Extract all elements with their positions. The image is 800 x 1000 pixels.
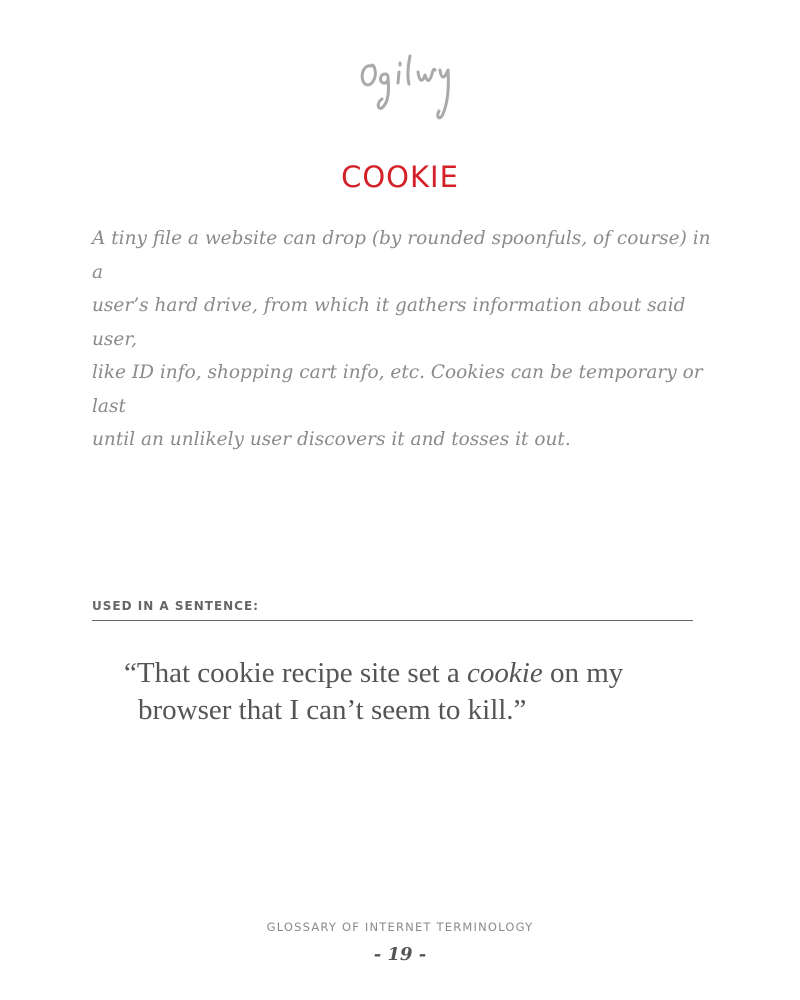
- page-number: - 19 -: [373, 944, 427, 965]
- section-label: USED IN A SENTENCE:: [92, 599, 259, 613]
- ogilvy-logo: [355, 48, 459, 126]
- term-title: COOKIE: [341, 160, 459, 194]
- quote-text: “That cookie recipe site set a: [124, 657, 468, 689]
- quote-text: browser that I can’t seem to kill.”: [138, 694, 527, 726]
- definition-line: like ID info, shopping cart info, etc. Cookies can be temporary or last: [92, 362, 703, 417]
- definition-line: user’s hard drive, from which it gathers information about said user,: [92, 295, 686, 350]
- definition-line: A tiny file a website can drop (by rounded spoonfuls, of course) in a: [92, 228, 711, 283]
- footer-title: GLOSSARY OF INTERNET TERMINOLOGY: [266, 920, 534, 934]
- definition-line: until an unlikely user discovers it and tosses it out.: [92, 429, 571, 450]
- example-sentence: [124, 655, 684, 729]
- quote-emphasis: cookie: [467, 657, 543, 689]
- section-divider: [92, 620, 693, 621]
- term-definition: [92, 222, 712, 457]
- quote-text: on my: [542, 657, 624, 689]
